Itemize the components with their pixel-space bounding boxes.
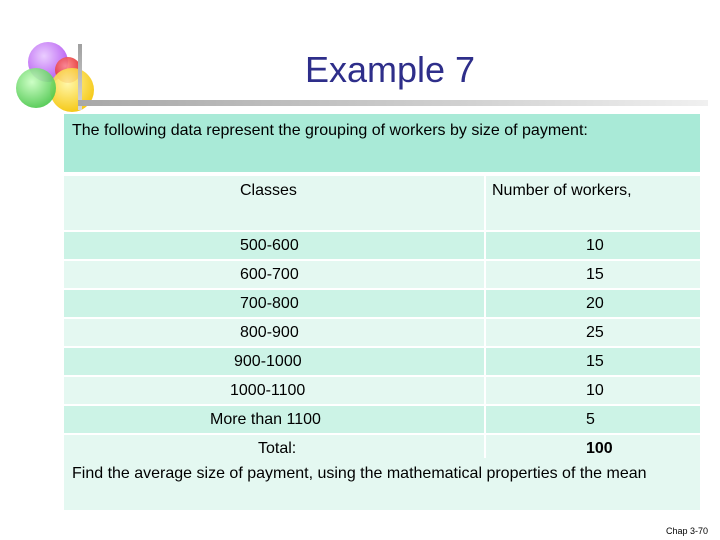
- table-row: [64, 319, 700, 346]
- cell-class: 500-600: [240, 236, 299, 254]
- cell-count: 15: [586, 352, 604, 370]
- cell-class: 1000-1100: [230, 381, 306, 399]
- total-label: Total:: [258, 439, 297, 457]
- cell-class: 800-900: [240, 323, 299, 341]
- circles-logo-icon: [8, 38, 100, 118]
- cell-count: 5: [586, 410, 595, 428]
- cell-class: 900-1000: [234, 352, 302, 370]
- cell-count: 10: [586, 236, 604, 254]
- table-row: [64, 232, 700, 259]
- cell-count: 20: [586, 294, 604, 312]
- header-classes: Classes: [64, 176, 486, 230]
- table-row: [64, 290, 700, 317]
- table-row: [64, 377, 700, 404]
- table-row: [64, 406, 700, 433]
- question-text: Find the average size of payment, using the mathematical properties of the mean: [64, 458, 700, 510]
- payment-table: [64, 174, 700, 464]
- table-row: [64, 348, 700, 375]
- cell-class: 700-800: [240, 294, 299, 312]
- slide-footer: Chap 3-70: [665, 526, 708, 536]
- cell-count: 15: [586, 265, 604, 283]
- header-workers: Number of workers,: [486, 176, 700, 230]
- slide-title: Example 7: [304, 49, 476, 90]
- table-row: [64, 261, 700, 288]
- cell-class: More than 1100: [210, 410, 321, 428]
- table-header-row: [64, 176, 700, 230]
- cell-count: 25: [586, 323, 604, 341]
- cell-count: 10: [586, 381, 604, 399]
- intro-text: The following data represent the grouping of workers by size of payment:: [64, 114, 700, 172]
- title-rule-horizontal: [78, 100, 708, 106]
- cell-class: 600-700: [240, 265, 299, 283]
- total-value: 100: [586, 439, 613, 457]
